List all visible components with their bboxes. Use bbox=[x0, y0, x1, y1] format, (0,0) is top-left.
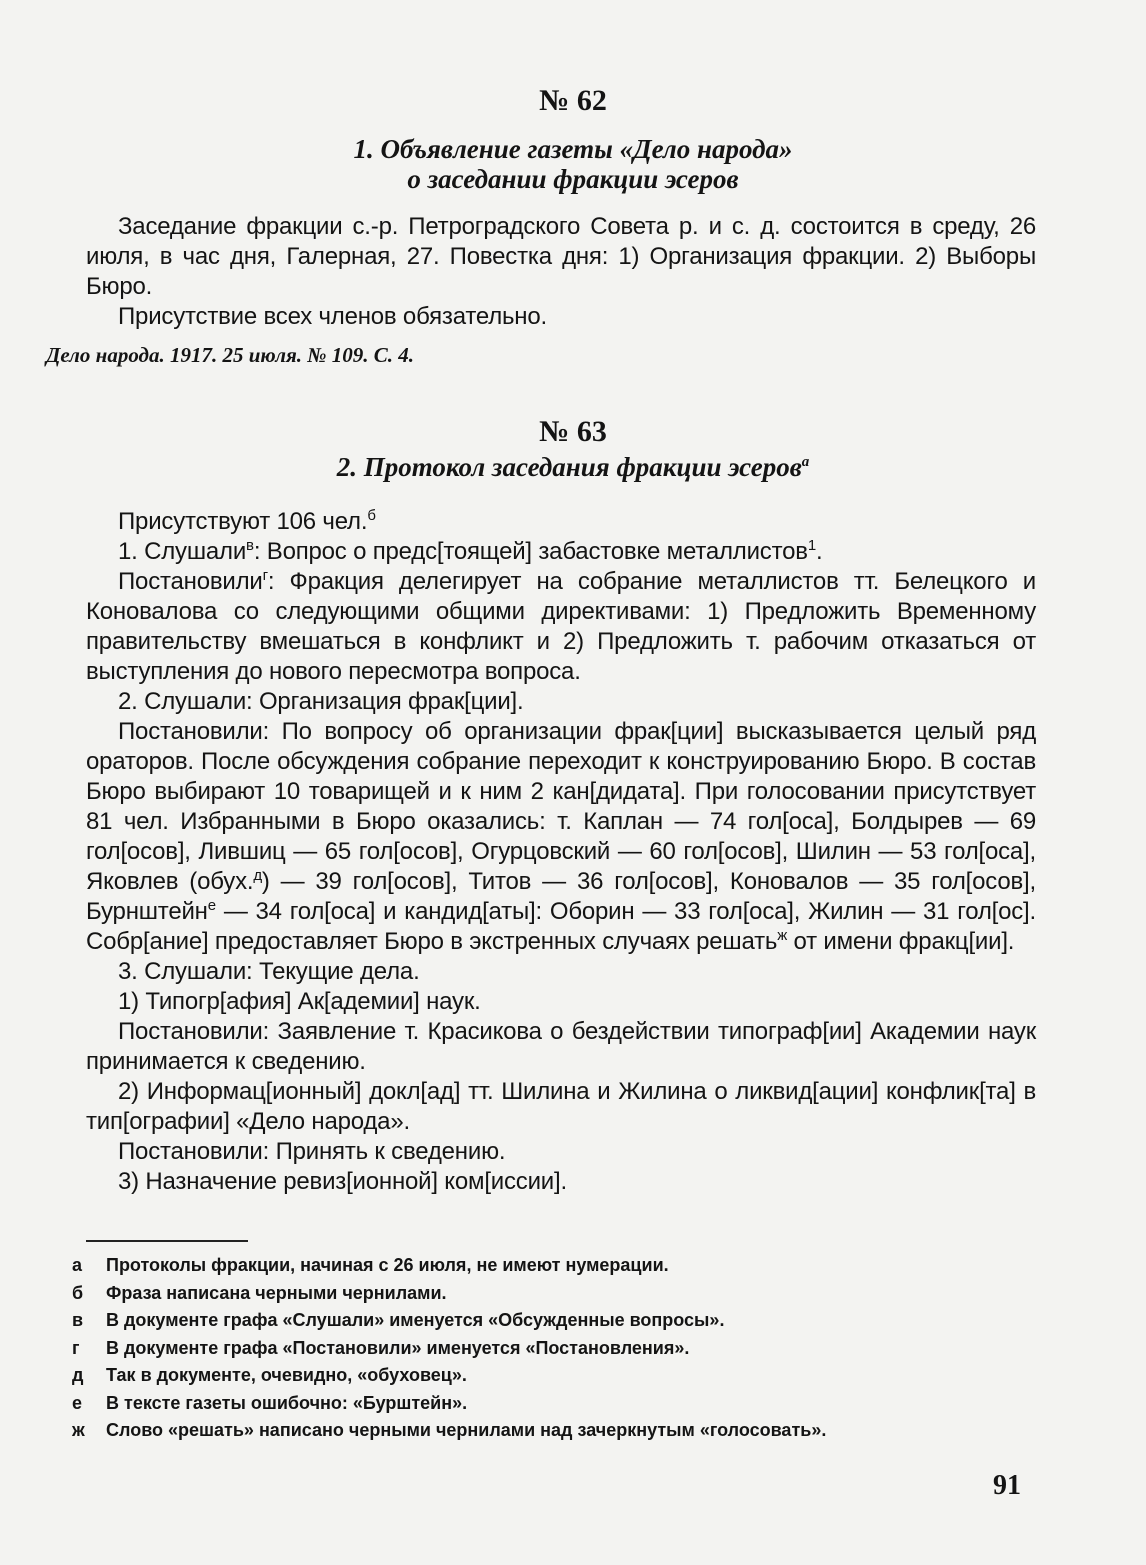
footnote bbox=[72, 1362, 1032, 1390]
text-segment: : Фракция делегирует на собрание металлистов тт. Белецкого и Коновалова со следующими общими директивами: 1) Предложить Временному правительству вмешаться в конфликт и 2) Предложить т. рабочим отказаться от выступления до нового пересмотра вопроса. bbox=[86, 568, 1036, 685]
footnote-mark: д bbox=[72, 1365, 84, 1385]
paragraph bbox=[86, 687, 1036, 717]
paragraph bbox=[86, 537, 1036, 567]
footnote-text: В документе графа «Постановили» именуется «Постановления». bbox=[106, 1337, 690, 1358]
footnote-text: В документе графа «Слушали» именуется «Обсужденные вопросы». bbox=[106, 1310, 725, 1330]
footnote-text: Так в документе, очевидно, «обуховец». bbox=[106, 1365, 467, 1385]
text-segment: : Вопрос о предс[тоящей] забастовке металлистов bbox=[253, 538, 808, 565]
footnote bbox=[72, 1280, 1032, 1308]
footnote-ref: б bbox=[367, 507, 376, 524]
footnote bbox=[72, 1390, 1032, 1418]
text-segment: 2) Информац[ионный] докл[ад] тт. Шилина и Жилина о ликвид[ации] конфлик[та] в тип[ографии] «Дело народа». bbox=[86, 1078, 1036, 1135]
footnote-ref: г bbox=[262, 567, 268, 584]
page-number: 91 bbox=[993, 1470, 1021, 1501]
text-segment: Заседание фракции с.-р. Петроградского Совета р. и с. д. состоится в среду, 26 июля, в час дня, Галерная, 27. Повестка дня: 1) Организация фракции. 2) Выборы Бюро. bbox=[86, 213, 1036, 300]
footnote-mark: б bbox=[72, 1282, 84, 1303]
footnote bbox=[72, 1335, 1032, 1363]
paragraph bbox=[86, 957, 1036, 987]
text-segment: Присутствуют 106 чел. bbox=[118, 508, 368, 535]
footnote-ref: в bbox=[246, 537, 254, 554]
footnote-mark: г bbox=[72, 1337, 80, 1358]
paragraph bbox=[86, 717, 1036, 957]
footnote-text: Протоколы фракции, начиная с 26 июля, не имеют нумерации. bbox=[106, 1255, 669, 1275]
text-segment: Постановили: Принять к сведению. bbox=[118, 1138, 506, 1165]
footnote-mark: в bbox=[72, 1310, 84, 1330]
paragraph bbox=[86, 1167, 1036, 1197]
footnote-ref: е bbox=[207, 897, 216, 914]
text-segment: 1. Слушали bbox=[118, 538, 247, 565]
document-title-63 bbox=[0, 452, 1146, 482]
title-line: 1. Объявление газеты «Дело народа» bbox=[353, 134, 793, 164]
footnote-ref: а bbox=[801, 454, 810, 470]
document-number-62: № 62 bbox=[539, 84, 607, 117]
paragraph bbox=[86, 1077, 1036, 1137]
text-segment: 3) Назначение ревиз[ионной] ком[иссии]. bbox=[118, 1168, 567, 1195]
paragraph bbox=[86, 567, 1036, 687]
footnote-text: Слово «решать» написано черными чернилами над зачеркнутым «голосовать». bbox=[106, 1420, 827, 1440]
footnote bbox=[72, 1307, 1032, 1335]
paragraph bbox=[86, 212, 1036, 302]
footnote bbox=[72, 1417, 1032, 1445]
footnote-ref: 1 bbox=[807, 537, 816, 554]
footnote-ref: д bbox=[253, 867, 262, 884]
footnote-text: Фраза написана черными чернилами. bbox=[106, 1282, 447, 1303]
footnote-mark: е bbox=[72, 1392, 83, 1413]
text-segment: Постановили: По вопросу об организации фрак[ции] высказывается целый ряд ораторов. После обсуждения собрание переходит к конструированию Бюро. В состав Бюро выбирают 10 товарищей и к ним 2 кан[дидата]. При голосовании присутствует 81 чел. Избранными в Бюро оказались: т. Каплан — 74 гол[оса], Болдырев — 69 гол[осов], Лившиц — 65 гол[осов], Огурцовский — 60 гол[осов], Шилин — 53 гол[оса], Яковлев (обух. bbox=[86, 718, 1036, 895]
footnote-divider bbox=[86, 1240, 248, 1242]
text-segment: Присутствие всех членов обязательно. bbox=[118, 303, 547, 330]
paragraph bbox=[86, 507, 1036, 537]
document-body-62 bbox=[86, 212, 1036, 332]
footnotes bbox=[72, 1252, 1032, 1445]
text-segment: 3. Слушали: Текущие дела. bbox=[118, 958, 420, 985]
text-segment: — 34 гол[оса] и кандид[аты]: Оборин — 33 гол[оса], Жилин — 31 гол[ос]. Собр[ание] предоставляет Бюро в экстренных случаях решать bbox=[86, 898, 1036, 955]
document-body-63 bbox=[86, 507, 1036, 1197]
paragraph bbox=[86, 1137, 1036, 1167]
footnote-text: В тексте газеты ошибочно: «Бурштейн». bbox=[106, 1392, 468, 1413]
text-segment: от имени фракц[ии]. bbox=[787, 928, 1015, 955]
paragraph bbox=[86, 1017, 1036, 1077]
title-line: о заседании фракции эсеров bbox=[407, 164, 739, 194]
title-text: 2. Протокол заседания фракции эсеров bbox=[336, 452, 802, 482]
footnote bbox=[72, 1252, 1032, 1280]
text-segment: . bbox=[815, 538, 823, 565]
paragraph bbox=[86, 987, 1036, 1017]
text-segment: Постановили bbox=[118, 568, 263, 595]
paragraph bbox=[86, 302, 1036, 332]
text-segment: Постановили: Заявление т. Красикова о бездействии типограф[ии] Академии наук принимается к сведению. bbox=[86, 1018, 1036, 1075]
document-number-63: № 63 bbox=[539, 415, 607, 448]
text-segment: 2. Слушали: Организация фрак[ции]. bbox=[118, 688, 524, 715]
document-title-62 bbox=[0, 134, 1146, 194]
text-segment: 1) Типогр[афия] Ак[адемии] наук. bbox=[118, 988, 481, 1015]
footnote-ref: ж bbox=[777, 927, 788, 944]
text-segment: ) — 39 гол[осов], Титов — 36 гол[осов], Коновалов — 35 гол[осов], Бурнштейн bbox=[86, 868, 1036, 925]
footnote-mark: ж bbox=[72, 1420, 85, 1440]
source-citation: Дело народа. 1917. 25 июля. № 109. С. 4. bbox=[46, 343, 415, 367]
footnote-mark: а bbox=[72, 1255, 83, 1275]
